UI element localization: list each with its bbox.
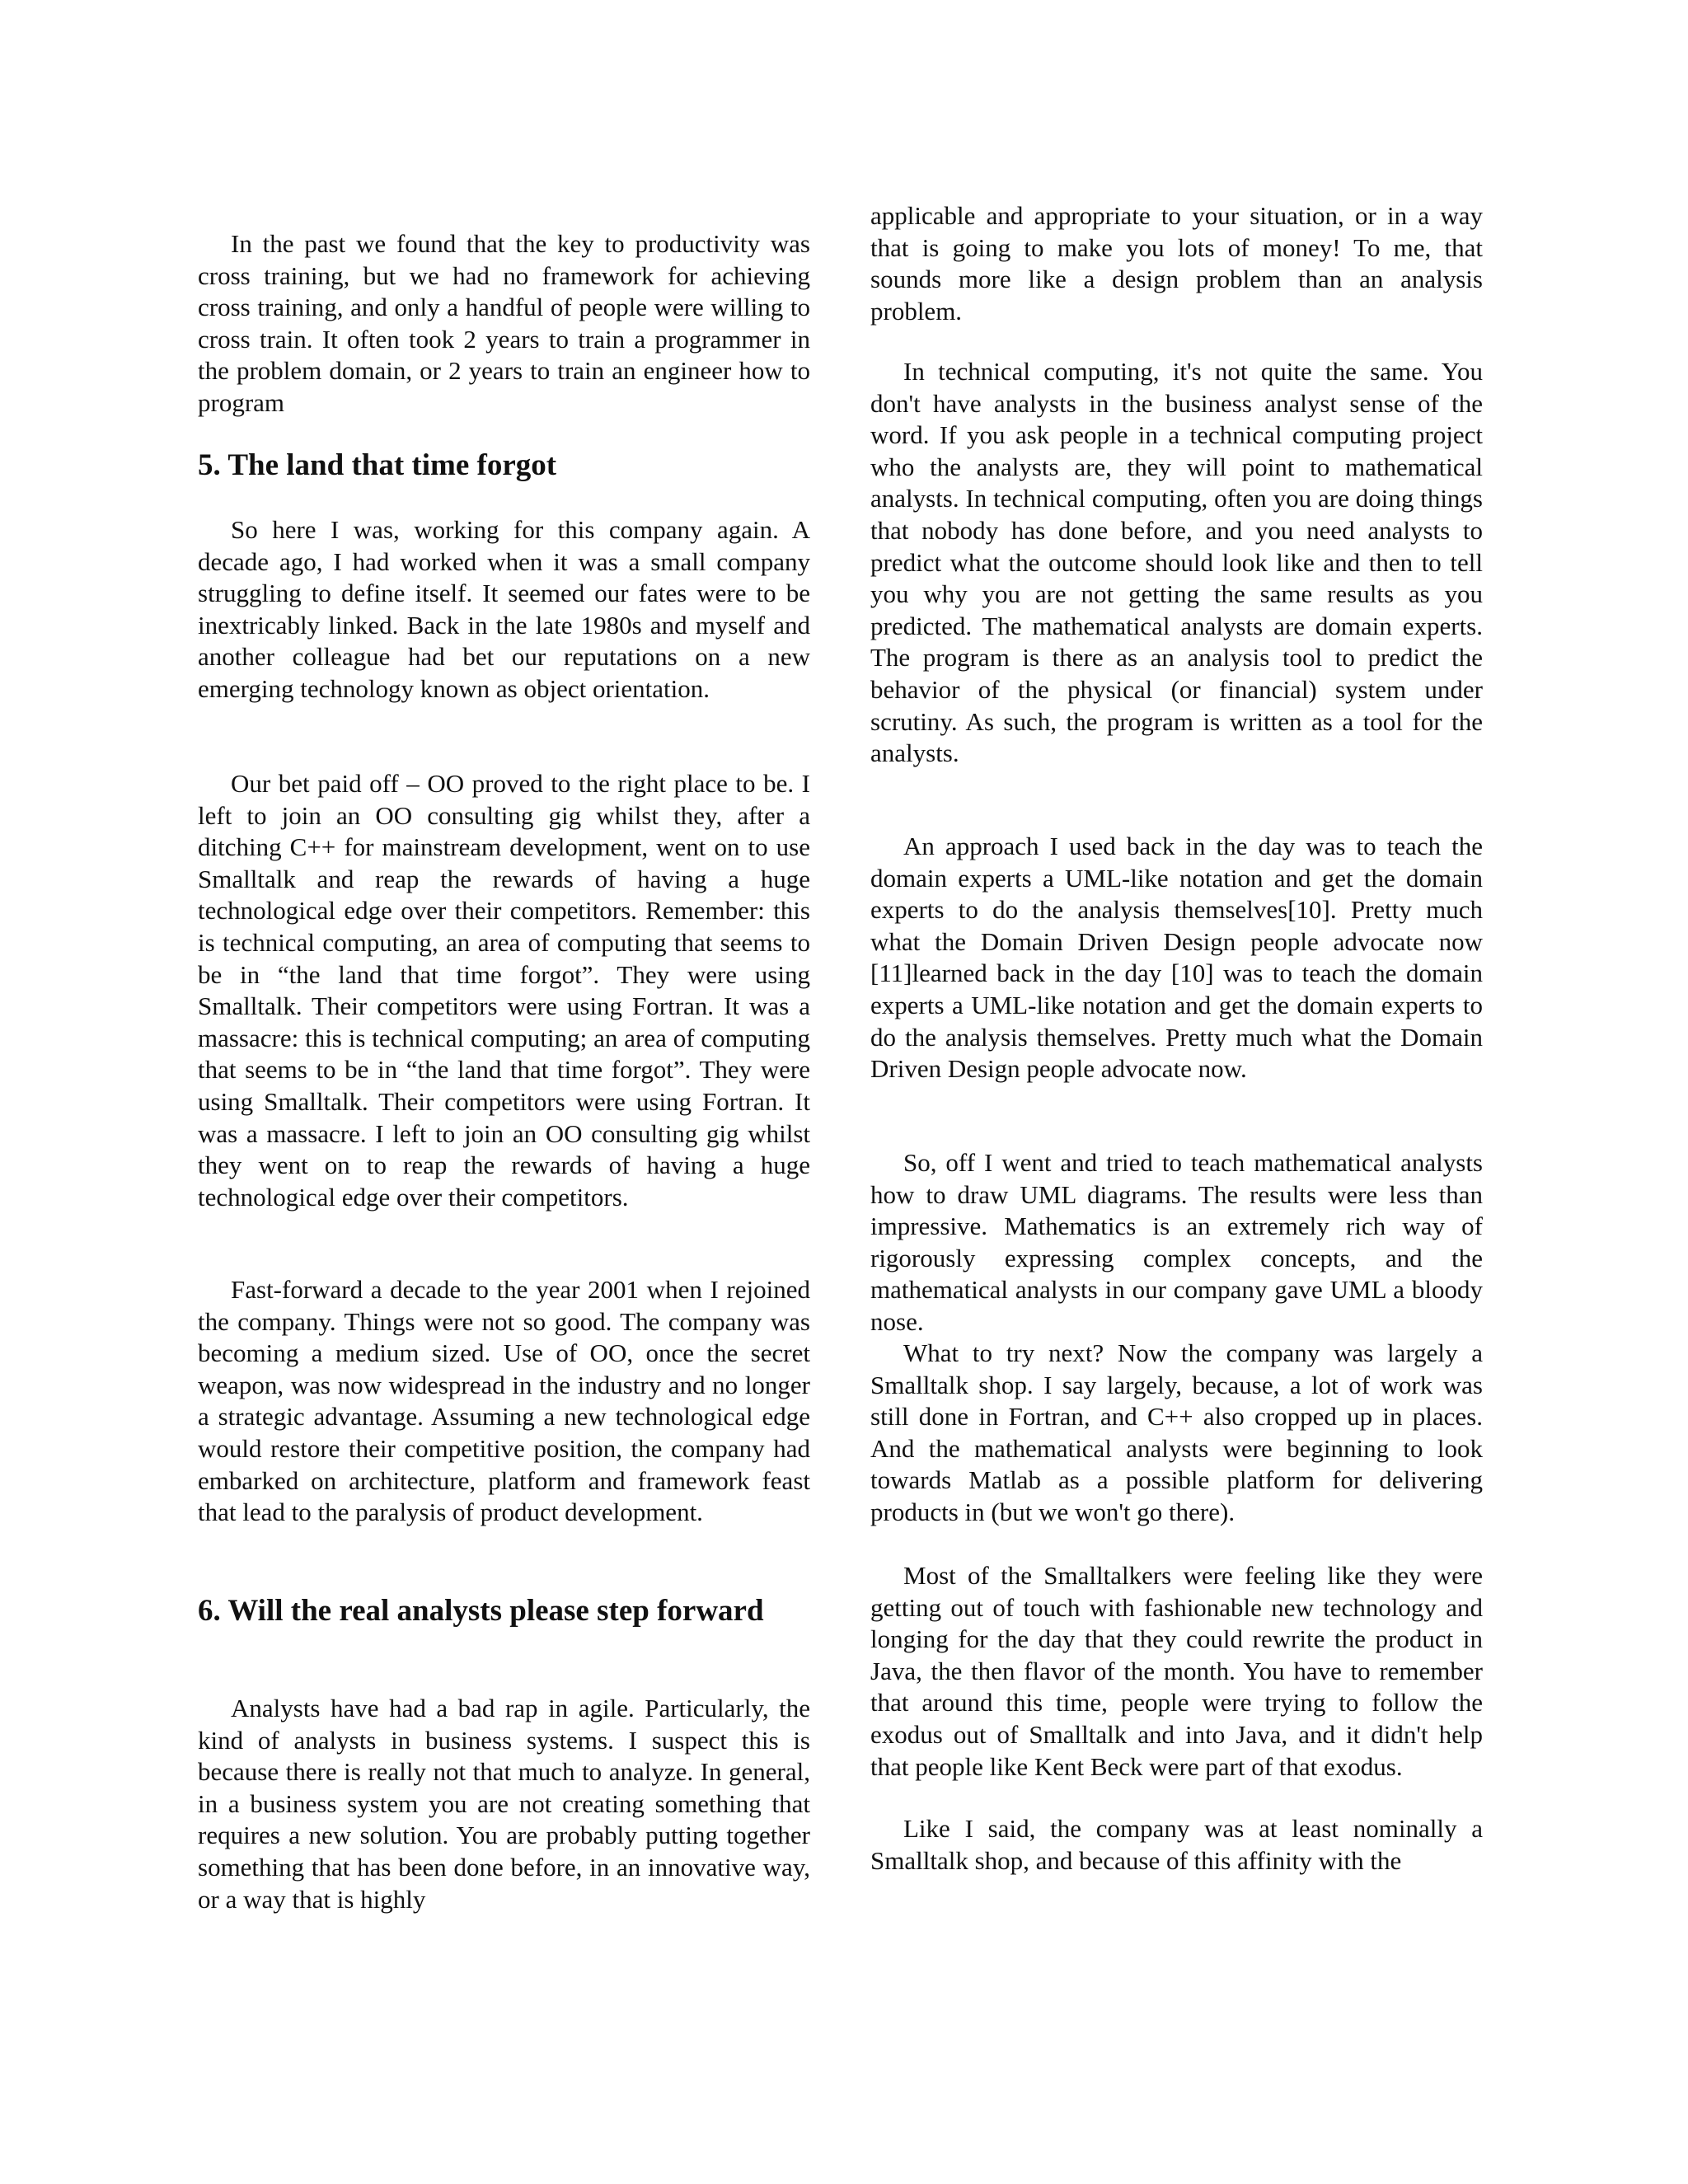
paragraph-technical-computing: In technical computing, it's not quite the same. You don't have analysts in the business analyst sense of the word. If you ask people in a technical computing project who the analysts are, they will point to mathematical analysts. In technical computing, often you are doing things that nobody has done before, and you need analysts to predict what the outcome should look like and then to tell you why you are not getting the same results as you predicted. The mathematical analysts are domain experts. The program is there as an analysis tool to predict the behavior of the physical (or financial) system under scrutiny. As such, the program is written as a tool for the analysts. — [870, 357, 1483, 768]
paragraph-approach-uml: An approach I used back in the day was to teach the domain experts a UML-like notation and get the domain experts to do the analysis themselves[10]. Pretty much what the Domain Driven Design people advocate now [11]learned back in the day [10] was to teach the domain experts a UML-like notation and get the domain experts to do the analysis themselves. Pretty much what the Domain Driven Design people advocate now. — [870, 832, 1483, 1084]
paragraph-teach-uml: So, off I went and tried to teach mathematical analysts how to draw UML diagrams. The results were less than impressive. Mathematics is an extremely rich way of rigorously expressing complex concepts, and the mathematical analysts in our company gave UML a bloody nose. — [870, 1148, 1483, 1336]
section-5-heading: 5. The land that time forgot — [198, 448, 557, 482]
paragraph-what-next: What to try next? Now the company was largely a Smalltalk shop. I say largely, because, a lot of work was still done in Fortran, and C++ also cropped up in places. And the mathematical analysts were beginning to look towards Matlab as a possible platform for delivering products in (but we won't go there). — [870, 1338, 1483, 1526]
paragraph-like-i-said: Like I said, the company was at least nominally a Smalltalk shop, and because of this affinity with the — [870, 1814, 1483, 1875]
paragraph-smalltalkers: Most of the Smalltalkers were feeling like they were getting out of touch with fashionable new technology and longing for the day that they could rewrite the product in Java, the then flavor of the month. You have to remember that around this time, people were trying to follow the exodus out of Smalltalk and into Java, and it didn't help that people like Kent Beck were part of that exodus. — [870, 1561, 1483, 1781]
paragraph-continued-applicable: applicable and appropriate to your situation, or in a way that is going to make you lots of money! To me, that sounds more like a design problem than an analysis problem. — [870, 201, 1483, 326]
paragraph-analysts-bad-rap: Analysts have had a bad rap in agile. Particularly, the kind of analysts in business systems. I suspect this is because there is really not that much to analyze. In general, in a business system you are not creating something that requires a new solution. You are probably putting together something that has been done before, in an innovative way, or a way that is highly — [198, 1694, 810, 1914]
paragraph-fast-forward: Fast-forward a decade to the year 2001 when I rejoined the company. Things were not so good. The company was becoming a medium sized. Use of OO, once the secret weapon, was now widespread in the industry and no longer a strategic advantage. Assuming a new technological edge would restore their competitive position, the company had embarked on architecture, platform and framework feast that lead to the paralysis of product development. — [198, 1275, 810, 1527]
paragraph-company-again: So here I was, working for this company again. A decade ago, I had worked when it was a small company struggling to define itself. It seemed our fates were to be inextricably linked. Back in the late 1980s and myself and another colleague had bet our reputations on a new emerging technology known as object orientation. — [198, 515, 810, 703]
paragraph-bet-paid-off: Our bet paid off – OO proved to the right place to be. I left to join an OO consulting gig whilst they, after a ditching C++ for mainstream development, went on to use Smalltalk and reap the rewards of having a huge technological edge over their competitors. Remember: this is technical computing, an area of computing that seems to be in “the land that time forgot”. They were using Smalltalk. Their competitors were using Fortran. It was a massacre: this is technical computing; an area of computing that seems to be in “the land that time forgot”. They were using Smalltalk. Their competitors were using Fortran. It was a massacre. I left to join an OO consulting gig whilst they went on to reap the rewards of having a huge technological edge over their competitors. — [198, 769, 810, 1212]
section-6-heading: 6. Will the real analysts please step forward — [198, 1594, 764, 1628]
paragraph-cross-training: In the past we found that the key to productivity was cross training, but we had no framework for achieving cross training, and only a handful of people were willing to cross train. It often took 2 years to train a programmer in the problem domain, or 2 years to train an engineer how to program — [198, 229, 810, 417]
